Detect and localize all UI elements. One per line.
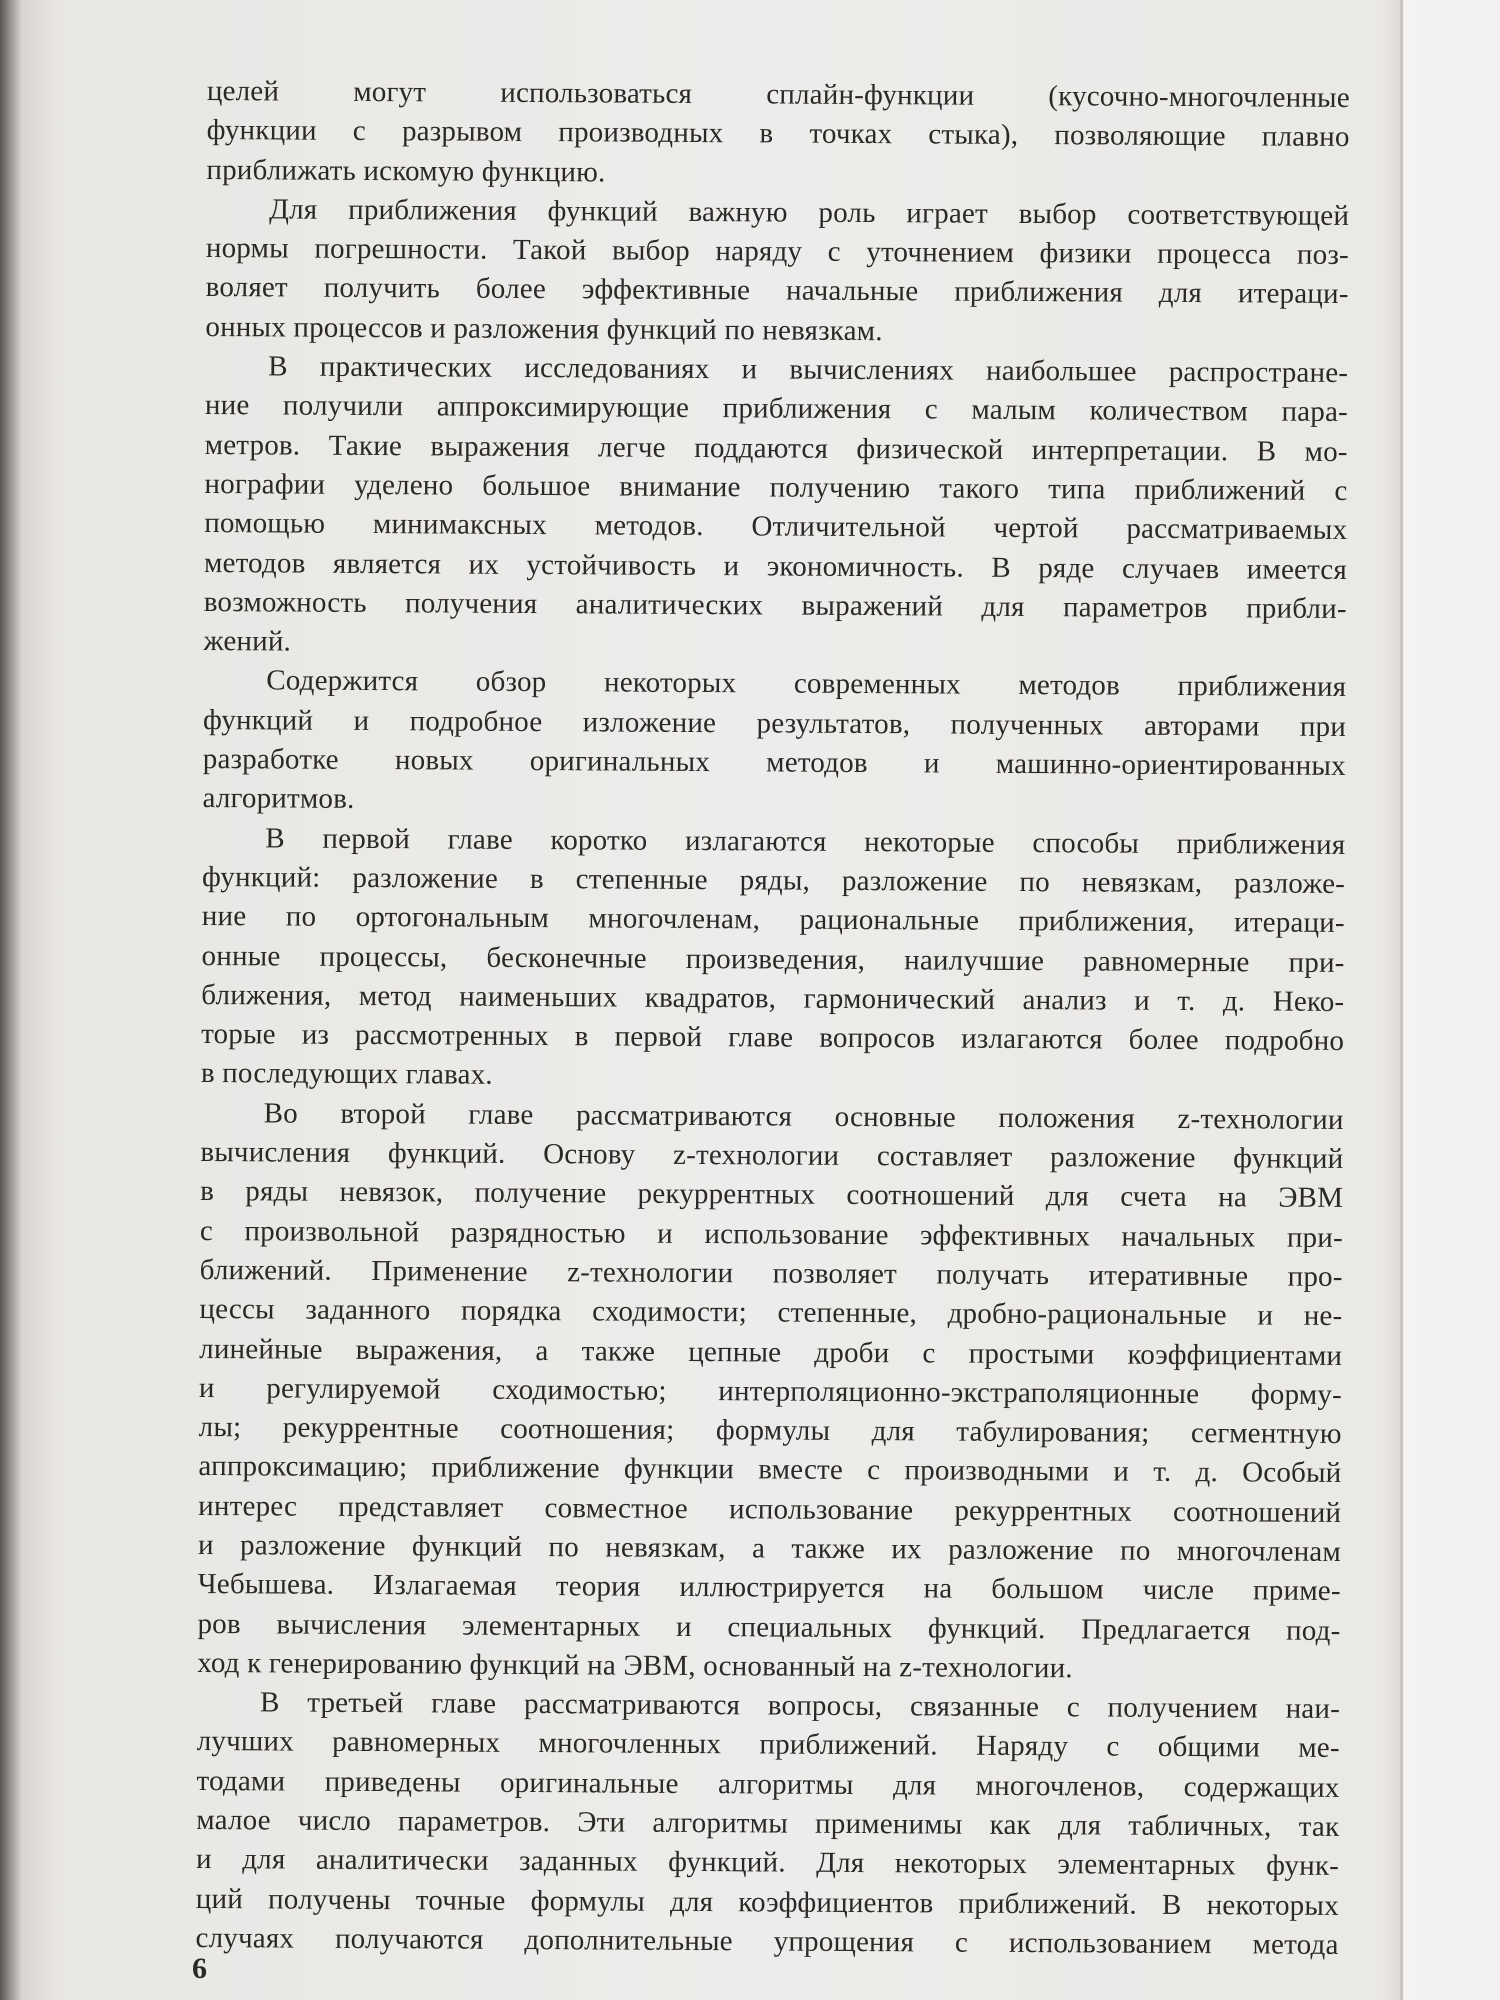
text-line: возможность получения аналитических выражений для параметров прибли-: [203, 585, 1347, 625]
text-line: ние по ортогональным многочленам, рациональные приближения, итераци-: [201, 900, 1345, 940]
text-line: в последующих главах.: [200, 1057, 493, 1092]
text-line: Чебышева. Излагаемая теория иллюстрируется на большом числе приме-: [197, 1568, 1341, 1608]
text-line: и для аналитически заданных функций. Для некоторых элементарных функ-: [195, 1843, 1340, 1883]
text-line: вычисления функций. Основу z-технологии составляет разложение функций: [200, 1135, 1344, 1175]
text-line: приближать искомую функцию.: [206, 153, 606, 189]
text-line: онные процессы, бесконечные произведения, наилучшие равномерные при-: [201, 939, 1345, 979]
text-line: функций: разложение в степенные ряды, разложение по невязкам, разложе-: [201, 860, 1346, 900]
text-line: нормы погрешности. Такой выбор наряду с уточнением физики процесса поз-: [205, 232, 1350, 272]
text-line: жений.: [203, 625, 292, 658]
text-line: цессы заданного порядка сходимости; степенные, дробно-рациональные и не-: [199, 1293, 1343, 1333]
paragraph: [203, 347, 1348, 668]
text-line: Содержится обзор некоторых современных методов приближения: [266, 664, 1347, 704]
text-line: ние получили аппроксимирующие приближения с малым количеством пара-: [204, 389, 1349, 429]
text-line: В практических исследованиях и вычислениях наибольшее распростране-: [268, 350, 1349, 390]
paragraph: [202, 661, 1346, 825]
paragraph: [195, 1683, 1340, 1965]
text-line: и разложение функций по невязкам, а также их разложение по многочленам: [197, 1528, 1342, 1568]
text-line: Для приближения функций важную роль играет выбор соответствующей: [269, 193, 1350, 232]
text-line: ций получены точные формулы для коэффициентов приближений. В некоторых: [195, 1882, 1339, 1922]
body-text: [195, 72, 1350, 1965]
text-line: функции с разрывом производных в точках стыка), позволяющие плавно: [206, 114, 1350, 154]
text-line: ход к генерированию функций на ЭВМ, основанный на z-технологии.: [197, 1646, 1073, 1685]
paragraph: [201, 819, 1346, 1101]
text-line: линейные выражения, а также цепные дроби с простыми коэффициентами: [199, 1332, 1343, 1372]
text-line: онных процессов и разложения функций по невязкам.: [205, 310, 883, 347]
text-line: помощью минимаксных методов. Отличительной чертой рассматриваемых: [204, 507, 1348, 547]
text-line: В третьей главе рассматриваются вопросы, связанные с получением наи-: [259, 1686, 1341, 1726]
text-line: Во второй главе рассматриваются основные положения z-технологии: [263, 1097, 1344, 1136]
text-line: с произвольной разрядностью и использование эффективных начальных при-: [199, 1214, 1343, 1254]
text-line: ближений. Применение z-технологии позволяет получать итеративные про-: [199, 1253, 1343, 1293]
text-line: воляет получить более эффективные начальные приближения для итераци-: [205, 271, 1349, 311]
page-number: 6: [192, 1952, 207, 1985]
text-line: интерес представляет совместное использование рекуррентных соотношений: [198, 1489, 1342, 1529]
text-line: алгоритмов.: [202, 782, 355, 816]
text-line: разработке новых оригинальных методов и машинно-ориентированных: [202, 743, 1346, 783]
text-line: нографии уделено большое внимание получению такого типа приближений с: [204, 467, 1348, 507]
page-edge: [1400, 0, 1403, 2000]
text-line: в ряды невязок, получение рекуррентных соотношений для счета на ЭВМ: [200, 1175, 1344, 1215]
text-line: метров. Такие выражения легче поддаются физической интерпретации. В мо-: [204, 428, 1348, 468]
text-line: ров вычисления элементарных и специальных функций. Предлагается под-: [197, 1607, 1341, 1647]
paragraph: [197, 1094, 1344, 1690]
text-line: лучших равномерных многочленных приближений. Наряду с общими ме-: [196, 1725, 1340, 1765]
text-line: ближения, метод наименьших квадратов, гармонический анализ и т. д. Неко-: [201, 978, 1345, 1018]
text-line: лы; рекуррентные соотношения; формулы для табулирования; сегментную: [198, 1411, 1342, 1451]
text-line: тодами приведены оригинальные алгоритмы для многочленов, содержащих: [196, 1764, 1340, 1804]
text-line: функций и подробное изложение результатов, полученных авторами при: [202, 703, 1347, 743]
text-line: и регулируемой сходимостью; интерполяционно-экстраполяционные форму-: [198, 1371, 1343, 1411]
text-line: аппроксимацию; приближение функции вместе с производными и т. д. Особый: [198, 1450, 1342, 1490]
text-line: торые из рассмотренных в первой главе вопросов излагаются более подробно: [201, 1018, 1345, 1058]
paragraph: [205, 190, 1349, 354]
text-line: методов является их устойчивость и экономичность. В ряде случаев имеется: [203, 546, 1348, 586]
text-line: малое число параметров. Эти алгоритмы применимы как для табличных, так: [196, 1804, 1340, 1844]
paragraph: [206, 72, 1350, 197]
text-line: случаях получаются дополнительные упрощения с использованием метода: [195, 1921, 1339, 1961]
text-line: В первой главе коротко излагаются некоторые способы приближения: [265, 822, 1346, 861]
text-line: целей могут использоваться сплайн-функции (кусочно-многочленные: [206, 74, 1350, 114]
